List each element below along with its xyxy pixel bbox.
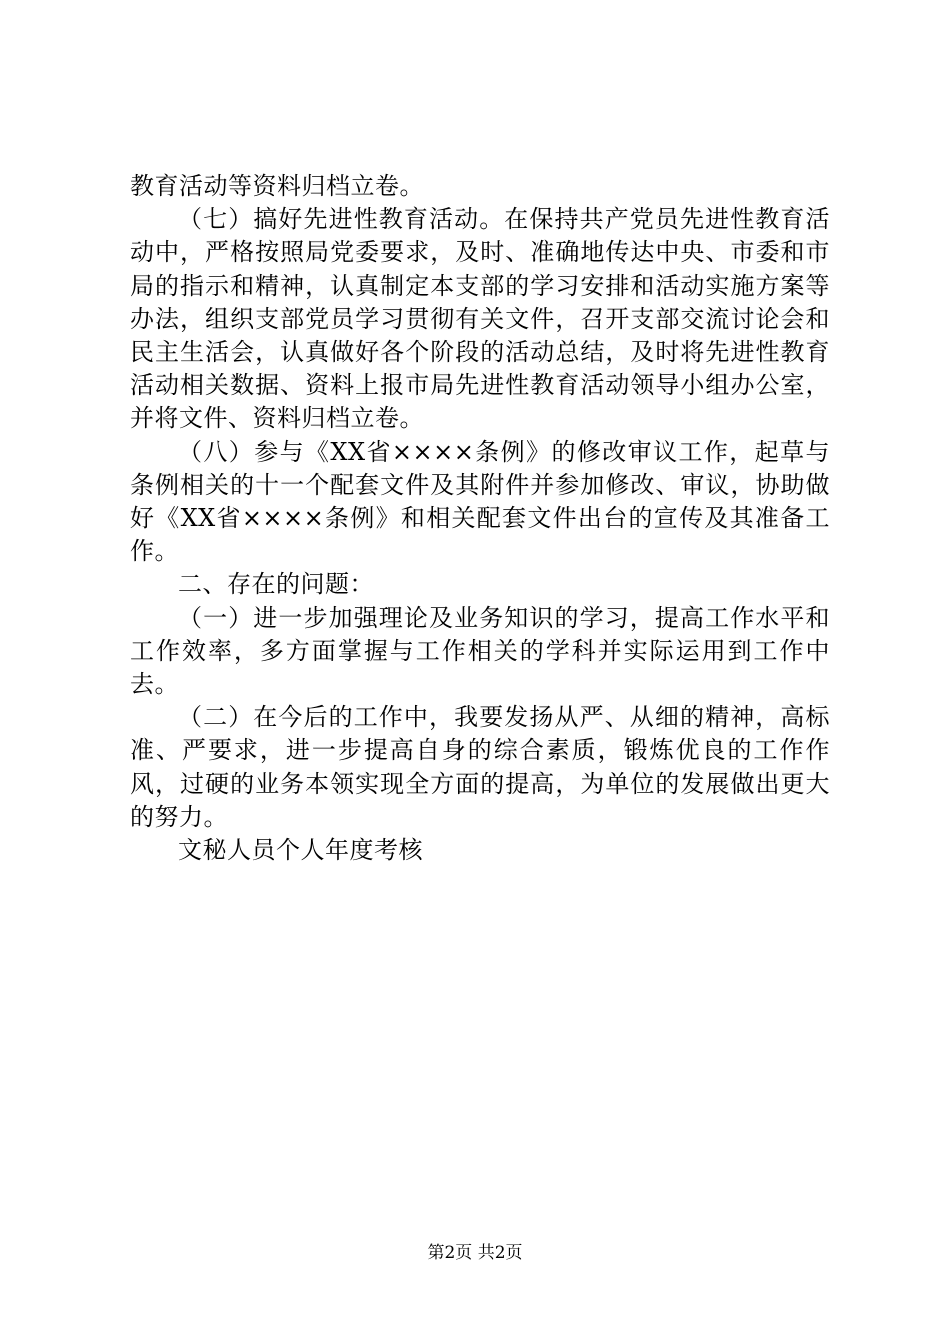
page-number-label: 第2页 共2页 <box>427 1243 523 1263</box>
section-heading-problems: 二、存在的问题： <box>178 570 374 599</box>
document-trailing-title: 文秘人员个人年度考核 <box>178 836 423 865</box>
page-footer <box>0 1243 950 1263</box>
document-body <box>130 170 830 867</box>
paragraph-continuation: 教育活动等资料归档立卷。 <box>130 172 424 200</box>
paragraph-problem-1: （一）进一步加强理论及业务知识的学习，提高工作水平和工作效率，多方面掌握与工作相关的学科并实际运用到工作中去。 <box>130 603 830 699</box>
paragraph-item-8: （八）参与《XX省××××条例》的修改审议工作，起草与条例相关的十一个配套文件及其附件并参加修改、审议，协助做好《XX省××××条例》和相关配套文件出台的宣传及其准备工作。 <box>130 437 830 566</box>
paragraph-problem-2: （二）在今后的工作中，我要发扬从严、从细的精神，高标准、严要求，进一步提高自身的综合素质，锻炼优良的工作作风，过硬的业务本领实现全方面的提高，为单位的发展做出更大的努力。 <box>130 703 830 831</box>
paragraph-item-7: （七）搞好先进性教育活动。在保持共产党员先进性教育活动中，严格按照局党委要求，及时、准确地传达中央、市委和市局的指示和精神，认真制定本支部的学习安排和活动实施方案等办法，组织支部党员学习贯彻有关文件，召开支部交流讨论会和民主生活会，认真做好各个阶段的活动总结，及时将先进性教育活动相关数据、资料上报市局先进性教育活动领导小组办公室，并将文件、资料归档立卷。 <box>130 205 830 433</box>
